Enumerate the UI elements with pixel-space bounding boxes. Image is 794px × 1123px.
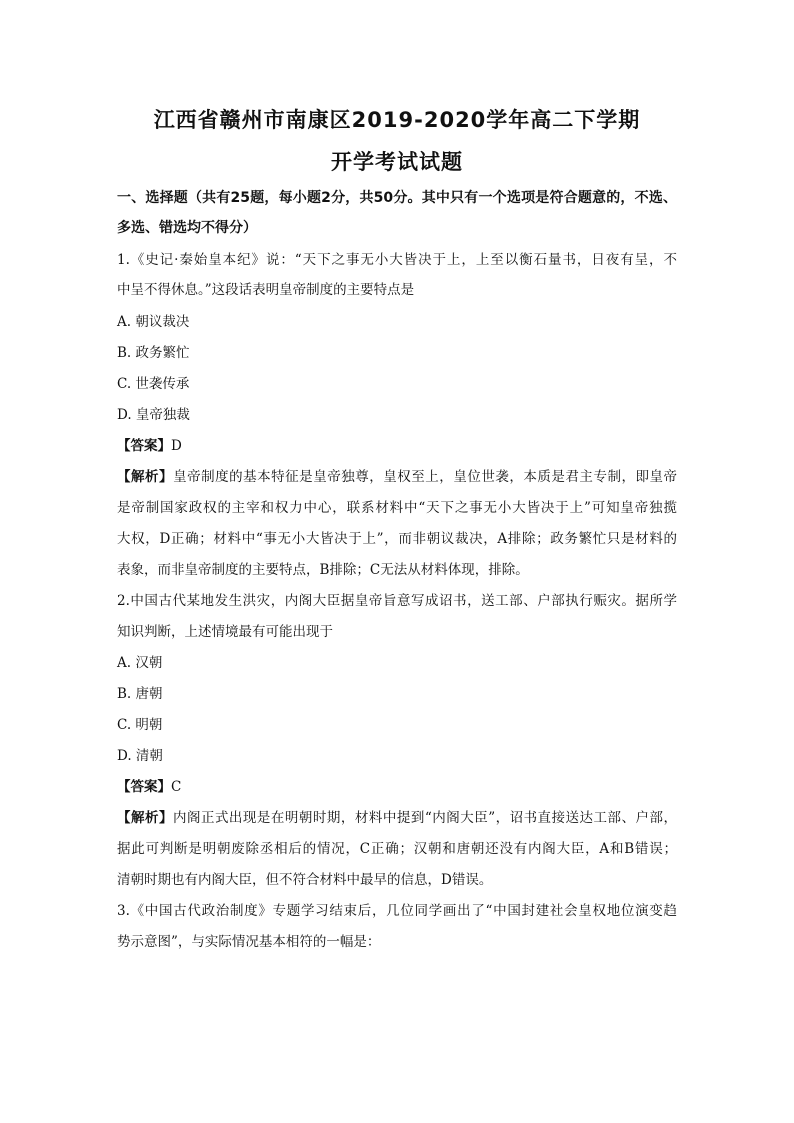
question-1-option-a: A. 朝议裁决 <box>117 314 190 330</box>
answer-tag: 【答案】 <box>117 438 171 454</box>
answer-tag: 【答案】 <box>117 779 171 795</box>
question-2-option-a: A. 汉朝 <box>117 655 163 671</box>
question-2-analysis-line-2: 据此可判断是明朝废除丞相后的情况，C正确；汉朝和唐朝还没有内阁大臣，A和B错误； <box>117 841 677 857</box>
question-2-option-d: D. 清朝 <box>117 748 163 764</box>
question-1-answer <box>117 436 182 456</box>
question-2-stem: 2.中国古代某地发生洪灾，内阁大臣据皇帝旨意写成诏书，送工部、户部执行赈灾。据所学 <box>117 593 677 609</box>
answer-value: C <box>171 779 182 795</box>
question-1-option-c: C. 世袭传承 <box>117 376 190 392</box>
analysis-text: 内阁正式出现是在明朝时期，材料中提到“内阁大臣”，诏书直接送达工部、户部， <box>172 810 677 826</box>
answer-value: D <box>171 438 182 454</box>
question-1-option-b: B. 政务繁忙 <box>117 345 190 361</box>
question-1-analysis <box>117 467 677 487</box>
question-1-analysis-line-2: 是帝制国家政权的主宰和权力中心，联系材料中“天下之事无小大皆决于上”可知皇帝独揽 <box>117 500 677 516</box>
question-1-analysis-line-4: 表象，而非皇帝制度的主要特点，B排除；C无法从材料体现，排除。 <box>117 562 529 578</box>
question-3-stem: 3.《中国古代政治制度》专题学习结束后，几位同学画出了“中国封建社会皇权地位演变趋 <box>117 903 677 919</box>
document-subtitle: 开学考试试题 <box>331 150 463 174</box>
analysis-tag: 【解析】 <box>117 810 173 826</box>
question-3-stem-cont: 势示意图”，与实际情况基本相符的一幅是： <box>117 934 381 950</box>
question-2-analysis <box>117 808 677 828</box>
question-2-option-b: B. 唐朝 <box>117 686 163 702</box>
question-1-option-d: D. 皇帝独裁 <box>117 407 190 423</box>
analysis-tag: 【解析】 <box>117 469 174 485</box>
question-2-analysis-line-3: 清朝时期也有内阁大臣，但不符合材料中最早的信息，D错误。 <box>117 872 493 888</box>
question-2-answer <box>117 777 181 797</box>
question-1-stem: 1.《史记·秦始皇本纪》说：“天下之事无小大皆决于上，上至以衡石量书，日夜有呈，不 <box>117 252 677 268</box>
section-heading: 一、选择题（共有25题，每小题2分，共50分。其中只有一个选项是符合题意的，不选、 <box>117 190 677 206</box>
question-2-option-c: C. 明朝 <box>117 717 163 733</box>
question-1-analysis-line-3: 大权，D正确；材料中“事无小大皆决于上”，而非朝议裁决，A排除；政务繁忙只是材料的 <box>117 531 677 547</box>
question-1-stem-cont: 中呈不得休息。”这段话表明皇帝制度的主要特点是 <box>117 282 415 298</box>
section-heading-cont: 多选、错选均不得分） <box>117 220 257 236</box>
analysis-text: 皇帝制度的基本特征是皇帝独尊，皇权至上，皇位世袭，本质是君主专制，即皇帝 <box>173 469 678 485</box>
document-title: 江西省赣州市南康区2019-2020学年高二下学期 <box>153 108 641 132</box>
question-2-stem-cont: 知识判断，上述情境最有可能出现于 <box>117 624 333 640</box>
